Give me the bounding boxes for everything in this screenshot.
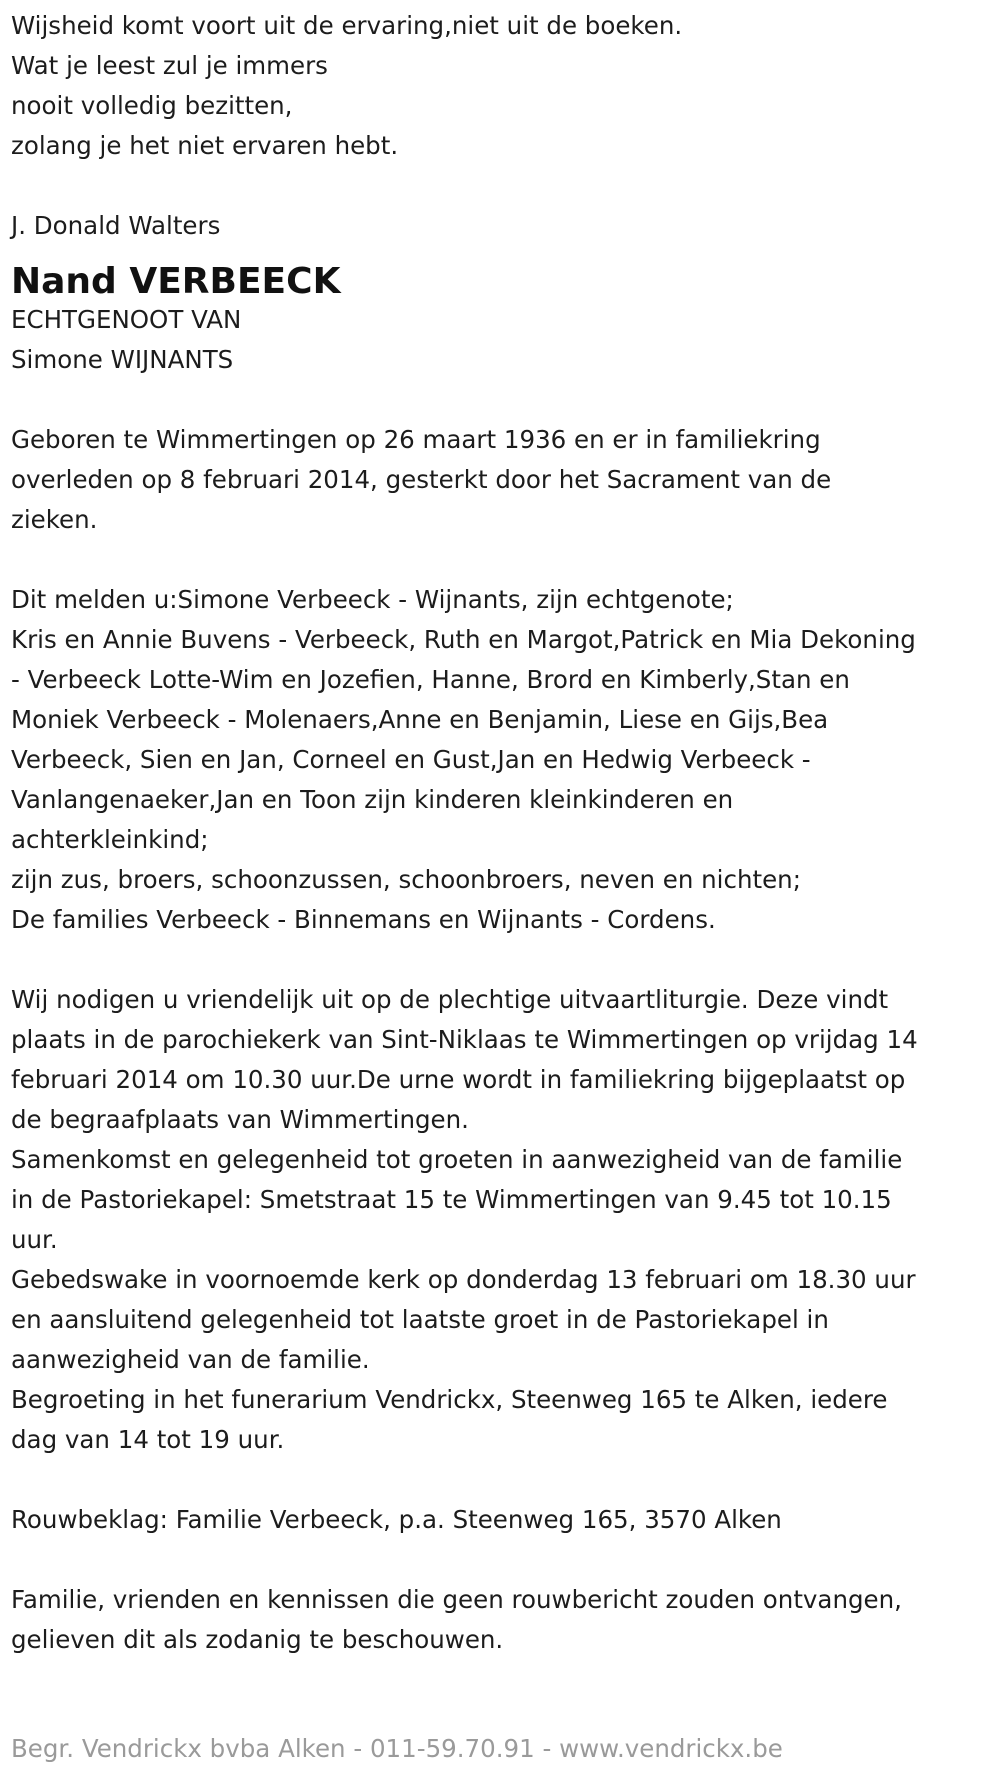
deceased-relation: ECHTGENOOT VAN: [11, 305, 242, 334]
deceased-block: [11, 260, 996, 380]
paragraph-line: overleden op 8 februari 2014, gesterkt door het Sacrament van de: [11, 465, 832, 494]
deceased-name: Nand VERBEECK: [11, 261, 341, 302]
paragraph-line: Kris en Annie Buvens - Verbeeck, Ruth en Margot,Patrick en Mia Dekoning: [11, 625, 916, 654]
spacer: [11, 940, 996, 980]
family-paragraph: [11, 580, 996, 940]
paragraph-line: dag van 14 tot 19 uur.: [11, 1425, 285, 1454]
paragraph-line: Verbeeck, Sien en Jan, Corneel en Gust,Jan en Hedwig Verbeeck -: [11, 745, 811, 774]
quote-line: Wat je leest zul je immers: [11, 51, 328, 80]
paragraph-line: aanwezigheid van de familie.: [11, 1345, 370, 1374]
ceremony-paragraph: [11, 980, 996, 1460]
quote-line: Wijsheid komt voort uit de ervaring,niet uit de boeken.: [11, 11, 683, 40]
paragraph-line: gelieven dit als zodanig te beschouwen.: [11, 1625, 504, 1654]
quote-line: nooit volledig bezitten,: [11, 91, 293, 120]
paragraph-line: Vanlangenaeker,Jan en Toon zijn kinderen kleinkinderen en: [11, 785, 734, 814]
paragraph-line: Moniek Verbeeck - Molenaers,Anne en Benjamin, Liese en Gijs,Bea: [11, 705, 829, 734]
spacer: [11, 166, 996, 206]
notice-paragraph: [11, 1580, 996, 1660]
paragraph-line: - Verbeeck Lotte-Wim en Jozefien, Hanne, Brord en Kimberly,Stan en: [11, 665, 850, 694]
paragraph-line: zijn zus, broers, schoonzussen, schoonbroers, neven en nichten;: [11, 865, 801, 894]
spacer: [11, 380, 996, 420]
paragraph-line: Dit melden u:Simone Verbeeck - Wijnants, zijn echtgenote;: [11, 585, 734, 614]
paragraph-line: Geboren te Wimmertingen op 26 maart 1936 en er in familiekring: [11, 425, 821, 454]
quote-block: [11, 6, 996, 246]
quote-line: zolang je het niet ervaren hebt.: [11, 131, 399, 160]
paragraph-line: Samenkomst en gelegenheid tot groeten in aanwezigheid van de familie: [11, 1145, 903, 1174]
paragraph-line: Begroeting in het funerarium Vendrickx, Steenweg 165 te Alken, iedere: [11, 1385, 888, 1414]
paragraph-line: Gebedswake in voornoemde kerk op donderdag 13 februari om 18.30 uur: [11, 1265, 916, 1294]
paragraph-line: plaats in de parochiekerk van Sint-Niklaas te Wimmertingen op vrijdag 14: [11, 1025, 918, 1054]
paragraph-line: Familie, vrienden en kennissen die geen rouwbericht zouden ontvangen,: [11, 1585, 902, 1614]
paragraph-line: achterkleinkind;: [11, 825, 209, 854]
condolences-address: Rouwbeklag: Familie Verbeeck, p.a. Steenweg 165, 3570 Alken: [11, 1505, 782, 1534]
obituary-text: [11, 6, 996, 1660]
spacer: [11, 540, 996, 580]
paragraph-line: en aansluitend gelegenheid tot laatste groet in de Pastoriekapel in: [11, 1305, 829, 1334]
paragraph-line: Wij nodigen u vriendelijk uit op de plechtige uitvaartliturgie. Deze vindt: [11, 985, 889, 1014]
paragraph-line: zieken.: [11, 505, 98, 534]
paragraph-line: februari 2014 om 10.30 uur.De urne wordt in familiekring bijgeplaatst op: [11, 1065, 906, 1094]
paragraph-line: uur.: [11, 1225, 58, 1254]
paragraph-line: De families Verbeeck - Binnemans en Wijnants - Cordens.: [11, 905, 716, 934]
birth-death-paragraph: [11, 420, 996, 540]
spacer: [11, 1540, 996, 1580]
paragraph-line: in de Pastoriekapel: Smetstraat 15 te Wimmertingen van 9.45 tot 10.15: [11, 1185, 892, 1214]
paragraph-line: de begraafplaats van Wimmertingen.: [11, 1105, 469, 1134]
spouse-name: Simone WIJNANTS: [11, 345, 234, 374]
funeral-home-footer: Begr. Vendrickx bvba Alken - 011-59.70.91 - www.vendrickx.be: [11, 1734, 783, 1763]
spacer: [11, 1460, 996, 1500]
quote-author: J. Donald Walters: [11, 211, 221, 240]
